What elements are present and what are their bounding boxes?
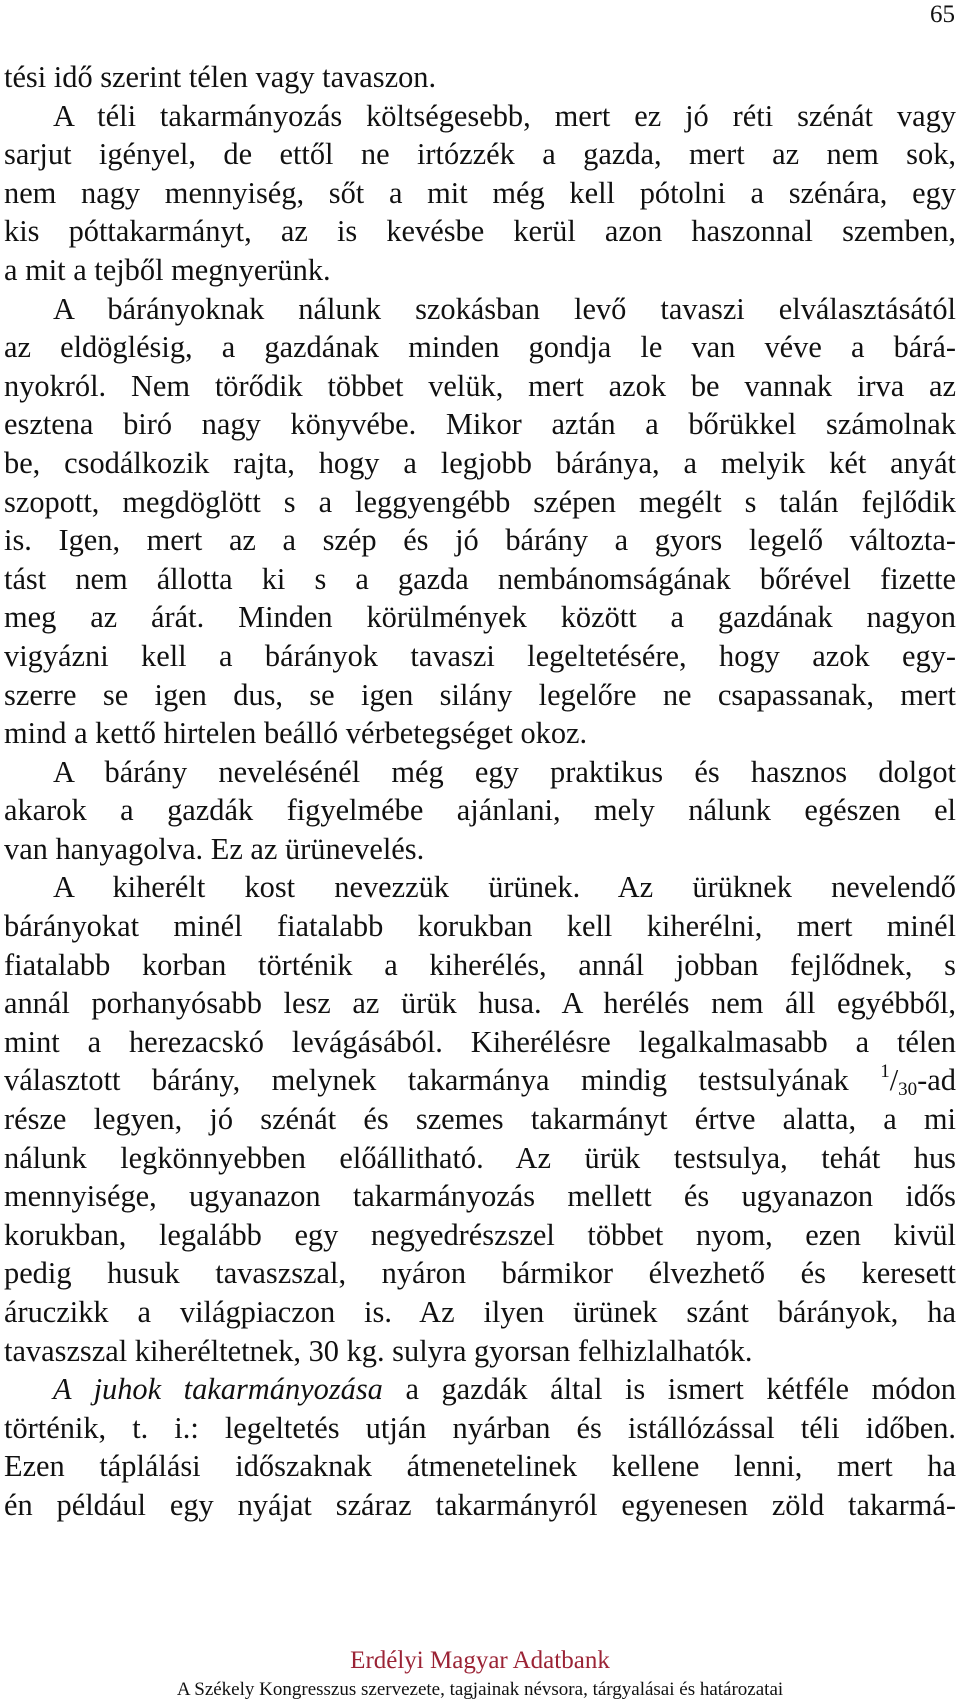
text-line: Ezen táplálási időszaknak átmenetelinek kellene lenni, mert ha bbox=[4, 1449, 956, 1484]
text-line: is. Igen, mert az a szép és jó bárány a gyors legelő változta- bbox=[4, 523, 956, 558]
fraction-line bbox=[4, 1061, 956, 1100]
text-line: én például egy nyájat száraz takarmányról egyenesen zöld takarmá- bbox=[4, 1487, 956, 1522]
text-line: tást nem állotta ki s a gazda nembánomságának bőrével fizette bbox=[4, 561, 956, 596]
text-line: sarjut igényel, de ettől ne irtózzék a gazda, mert az nem sok, bbox=[4, 137, 956, 172]
text-line: esztena biró nagy könyvébe. Mikor aztán a bőrükkel számolnak bbox=[4, 407, 956, 442]
fraction-numerator: 1 bbox=[880, 1061, 890, 1083]
footer-subtitle: A Székely Kongresszus szervezete, tagjainak névsora, tárgyalásai és határozatai bbox=[176, 1679, 784, 1700]
text-line: tési idő szerint télen vagy tavaszon. bbox=[4, 60, 437, 94]
text-line: nyokról. Nem törődik többet velük, mert azok be vannak irva az bbox=[4, 368, 956, 403]
text-line: történik, t. i.: legeltetés utján nyárban és istállózással téli időben. bbox=[4, 1410, 956, 1445]
fraction-line-before: választott bárány, melynek takarmánya mindig testsulyának bbox=[4, 1063, 849, 1098]
text-line: része legyen, jó szénát és szemes takarmányt értve alatta, a mi bbox=[4, 1102, 956, 1137]
text-line: az eldöglésig, a gazdának minden gondja le van véve a bárá- bbox=[4, 330, 956, 365]
fraction-denominator: 30 bbox=[898, 1079, 918, 1101]
fraction-slash: / bbox=[889, 1063, 899, 1098]
text-line: korukban, legalább egy negyedrészszel többet nyom, ezen kivül bbox=[4, 1217, 956, 1252]
text-line: mennyisége, ugyanazon takarmányozás mellett és ugyanazon idős bbox=[4, 1179, 956, 1214]
text-line: bárányokat minél fiatalabb korukban kell kiherélni, mert minél bbox=[4, 909, 956, 944]
fraction-line-after: -ad bbox=[917, 1063, 956, 1098]
text-line: akarok a gazdák figyelmébe ajánlani, mely nálunk egészen el bbox=[4, 793, 956, 828]
text-line: A téli takarmányozás költségesebb, mert ez jó réti szénát vagy bbox=[53, 98, 956, 133]
text-line: kis póttakarmányt, az is kevésbe kerül azon haszonnal szemben, bbox=[4, 214, 956, 249]
text-line: A bárányoknak nálunk szokásban levő tavaszi elválasztásától bbox=[53, 291, 956, 326]
footer-title: Erdélyi Magyar Adatbank bbox=[350, 1647, 610, 1674]
text-line: nálunk legkönnyebben előállitható. Az ürük testsulya, tehát hus bbox=[4, 1140, 956, 1175]
text-line: tavaszszal kiheréltetnek, 30 kg. sulyra gyorsan felhizlalhatók. bbox=[4, 1333, 753, 1368]
text-line: vigyázni kell a bárányok tavaszi legeltetésére, hogy azok egy- bbox=[4, 638, 956, 673]
body-text bbox=[4, 58, 956, 1525]
italic-line bbox=[4, 1370, 956, 1409]
italic-line-rest: a gazdák által is ismert kétféle módon bbox=[382, 1372, 956, 1407]
text-line: fiatalabb korban történik a kiherélés, annál jobban fejlődnek, s bbox=[4, 947, 956, 982]
page-number: 65 bbox=[930, 1, 955, 28]
text-line: szerre se igen dus, se igen silány legelőre ne csapassanak, mert bbox=[4, 677, 956, 712]
text-line: a mit a tejből megnyerünk. bbox=[4, 252, 331, 287]
text-line: annál porhanyósabb lesz az ürük husa. A herélés nem áll egyébből, bbox=[4, 986, 956, 1021]
text-line: van hanyagolva. Ez az ürünevelés. bbox=[4, 831, 425, 866]
text-line: nem nagy mennyiség, sőt a mit még kell pótolni a szénára, egy bbox=[4, 175, 956, 210]
text-line: A kiherélt kost nevezzük ürünek. Az ürüknek nevelendő bbox=[53, 870, 956, 905]
text-line: be, csodálkozik rajta, hogy a legjobb báránya, a melyik két anyát bbox=[4, 445, 956, 480]
text-line: áruczikk a világpiaczon is. Az ilyen ürünek szánt bárányok, ha bbox=[4, 1295, 956, 1329]
text-line: mind a kettő hirtelen beálló vérbetegséget okoz. bbox=[4, 716, 588, 751]
text-line: meg az árát. Minden körülmények között a gazdának nagyon bbox=[4, 600, 956, 635]
italic-heading: A juhok takarmányozása bbox=[53, 1372, 383, 1407]
text-line: szopott, megdöglött s a leggyengébb szépen megélt s talán fejlődik bbox=[4, 484, 956, 519]
text-line: mint a herezacskó levágásából. Kiherélésre legalkalmasabb a télen bbox=[4, 1024, 956, 1059]
text-line: A bárány nevelésénél még egy praktikus és hasznos dolgot bbox=[53, 754, 956, 789]
text-line: pedig husuk tavaszszal, nyáron bármikor élvezhető és keresett bbox=[4, 1256, 956, 1291]
